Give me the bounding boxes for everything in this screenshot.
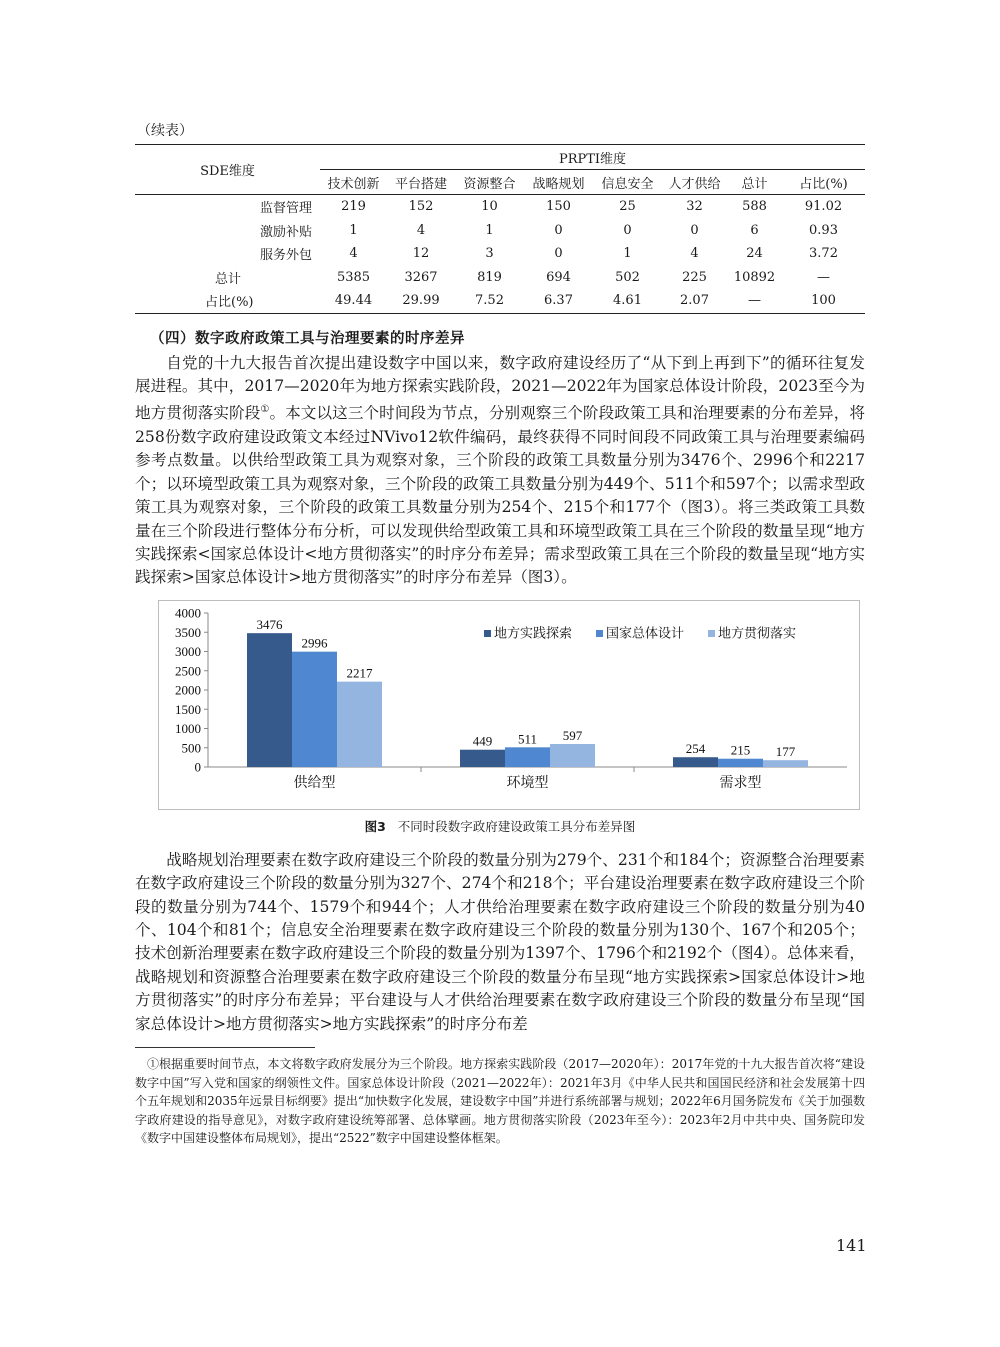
column-header: 占比(%) — [799, 176, 848, 192]
table-cell: 25 — [619, 199, 636, 215]
paragraph-1: 自党的十九大报告首次提出建设数字中国以来，数字政府建设经历了“从下到上再到下”的循环往复发展进程。其中，2017—2020年为地方探索实践阶段，2021—2022年为国家总体设计阶段，2023至今为地方贯彻落实阶段①。本文以这三个时间段为节点，分别观察三个阶段政策工具和治理要素的分布差异，将258份数字政府建设政策文本经过NVivo12软件编码，最终获得不同时间段不同政策工具与治理要素编码参考点数量。以供给型政策工具为观察对象，三个阶段的政策工具数量分别为3476个、2996个和2217个；以环境型政策工具为观察对象，三个阶段的政策工具数量分别为449个、511个和597个；以需求型政策工具为观察对象，三个阶段的政策工具数量分别为254个、215个和177个（图3）。将三类政策工具数量在三个阶段进行整体分布分析，可以发现供给型政策工具和环境型政策工具在三个阶段的数量呈现“地方实践探索<国家总体设计<地方贯彻落实”的时序分布差异；需求型政策工具在三个阶段的数量呈现“地方实践探索>国家总体设计>地方贯彻落实”的时序分布差异（图3）。 — [135, 353, 865, 587]
paragraph-2: 战略规划治理要素在数字政府建设三个阶段的数量分别为279个、231个和184个；资源整合治理要素在数字政府建设三个阶段的数量分别为327个、274个和218个；平台建设治理要素在数字政府建设三个阶段的数量分别为744个、1579个和944个；人才供给治理要素在数字政府建设三个阶段的数量分别为40个、104个和81个；信息安全治理要素在数字政府建设三个阶段的数量分别为130个、167个和205个；技术创新治理要素在数字政府建设三个阶段的数量分别为1397个、1796个和2192个（图4）。总体来看，战略规划和资源整合治理要素在数字政府建设三个阶段的数量分布呈现“地方实践探索>国家总体设计>地方贯彻落实”的时序分布差异；平台建设与人才供给治理要素在数字政府建设三个阶段的数量分布呈现“国家总体设计>地方贯彻落实>地方实践探索”的时序分布差 — [135, 850, 865, 1033]
footnote-divider — [135, 1047, 315, 1048]
table-cell: 24 — [746, 246, 763, 262]
bar — [505, 747, 550, 767]
section-title: （四）数字政府政策工具与治理要素的时序差异 — [150, 330, 465, 347]
bar — [718, 758, 763, 766]
bar — [673, 757, 718, 767]
y-tick-label: 500 — [181, 740, 201, 755]
table-cell: 3267 — [404, 269, 438, 285]
legend-swatch — [708, 630, 715, 637]
table-cell: 4 — [690, 246, 699, 262]
table-cell: 152 — [408, 199, 434, 215]
data-label: 2217 — [346, 665, 373, 681]
table-cell: 1 — [485, 222, 494, 238]
data-label: 3476 — [256, 616, 283, 632]
figure-caption: 图3 不同时段数字政府建设政策工具分布差异图 — [364, 818, 636, 834]
table-cell: 6 — [750, 222, 759, 238]
column-header: 人才供给 — [668, 176, 721, 192]
row-header: SDE维度 — [135, 145, 320, 195]
table-cell: 502 — [615, 269, 640, 285]
bar — [337, 681, 382, 766]
legend-label: 国家总体设计 — [606, 626, 685, 642]
footnote: ①根据重要时间节点，本文将数字政府发展分为三个阶段。地方探索实践阶段（2017—2020年）：2017年党的十九大报告首次将“建设数字中国”写入党和国家的纲领性文件。国家总体设计阶段（2021—2022年）：2021年3月《中华人民共和国国民经济和社会发展第十四个五年规划和2035年远景目标纲要》提出“加快数字化发展，建设数字中国”并进行系统部署与规划；2022年6月国务院发布《关于加强数字政府建设的指导意见》，对数字政府建设统筹部署、总体擘画。地方贯彻落实阶段（2023年至今）：2023年2月中共中央、国务院印发《数字中国建设整体布局规划》，提出“2522”数字中国建设整体框架。 — [135, 1057, 865, 1146]
row-label: 监督管理 — [259, 201, 312, 217]
table-cell: 5385 — [336, 269, 371, 285]
table-continued-label: （续表） — [137, 123, 193, 139]
table-cell: 100 — [811, 293, 836, 309]
table-row — [135, 266, 865, 290]
table-cell: 0 — [690, 222, 699, 238]
column-header: 技术创新 — [327, 176, 380, 192]
table-cell: 819 — [477, 269, 502, 285]
column-header: 平台搭建 — [394, 176, 447, 192]
table-cell: — — [817, 269, 830, 285]
table-cell: 6.37 — [544, 293, 573, 309]
y-tick-label: 3000 — [175, 643, 201, 659]
table-cell: 49.44 — [334, 293, 373, 309]
y-tick-label: 2000 — [175, 682, 201, 698]
data-label: 597 — [562, 727, 583, 743]
x-category-label: 环境型 — [506, 774, 549, 791]
x-category-label: 供给型 — [293, 774, 336, 791]
table-cell: 0 — [554, 246, 563, 262]
x-category-label: 需求型 — [719, 774, 762, 791]
bar — [460, 749, 505, 766]
table-cell: 1 — [349, 222, 358, 238]
bar — [763, 760, 808, 767]
table-cell: 7.52 — [475, 293, 504, 309]
y-tick-label: 4000 — [175, 605, 201, 621]
table-cell: — — [748, 293, 761, 309]
table-cell: 10 — [481, 199, 498, 215]
y-tick-label: 1000 — [175, 720, 201, 736]
data-label: 254 — [685, 740, 706, 756]
table-cell: 0 — [554, 222, 563, 238]
table-cell: 694 — [546, 269, 571, 285]
bar — [292, 651, 337, 766]
column-header: 资源整合 — [463, 176, 516, 192]
column-header: 总计 — [741, 176, 768, 192]
table-cell: 4 — [416, 222, 426, 238]
table-cell: 0 — [623, 222, 632, 238]
row-label: 总计 — [215, 271, 242, 287]
legend-swatch — [596, 630, 603, 637]
page-content — [135, 120, 865, 1148]
table-cell: 12 — [412, 246, 430, 262]
legend-label: 地方贯彻落实 — [718, 626, 797, 642]
data-label: 177 — [775, 743, 796, 759]
table-row — [135, 219, 865, 243]
table-cell: 0.93 — [809, 222, 838, 238]
y-tick-label: 1500 — [175, 701, 201, 717]
table-row — [135, 195, 865, 219]
y-tick-label: 3500 — [175, 624, 201, 640]
column-header: 信息安全 — [601, 176, 654, 192]
figure-3-chart — [158, 600, 860, 810]
bar — [550, 744, 595, 767]
data-label: 215 — [730, 742, 751, 758]
table-cell: 2.07 — [680, 293, 709, 309]
table-cell: 588 — [742, 199, 767, 215]
table-cell: 219 — [341, 199, 366, 215]
table-cell: 150 — [546, 199, 571, 215]
table-cell: 4.61 — [613, 293, 642, 309]
page-number: 141 — [836, 1236, 867, 1255]
table-cell: 1 — [623, 246, 632, 262]
bar — [247, 633, 292, 767]
row-label: 服务外包 — [259, 248, 312, 264]
table-cell: 32 — [686, 199, 703, 215]
stat-table — [135, 144, 865, 314]
table-cell: 91.02 — [804, 199, 843, 215]
table-cell: 3 — [485, 246, 494, 262]
data-label: 449 — [472, 733, 493, 749]
data-label: 2996 — [301, 635, 328, 651]
y-tick-label: 0 — [194, 759, 201, 775]
group-header: PRPTI维度 — [320, 145, 865, 170]
bar-chart — [159, 601, 859, 809]
row-label: 激励补贴 — [259, 224, 312, 240]
table-cell: 29.99 — [402, 293, 440, 309]
table-cell: 4 — [349, 246, 358, 262]
table-body — [135, 195, 865, 314]
column-header: 战略规划 — [532, 176, 585, 192]
table-cell: 225 — [682, 269, 707, 285]
table-row — [135, 242, 865, 266]
y-tick-label: 2500 — [175, 663, 201, 678]
row-label: 占比(%) — [205, 295, 254, 311]
table-row — [135, 289, 865, 313]
legend-label: 地方实践探索 — [494, 626, 573, 642]
footnote-mark: ① — [260, 404, 270, 416]
table-cell: 3.72 — [809, 246, 838, 262]
table-cell: 10892 — [733, 269, 776, 285]
legend-swatch — [484, 630, 491, 637]
data-label: 511 — [517, 731, 538, 747]
